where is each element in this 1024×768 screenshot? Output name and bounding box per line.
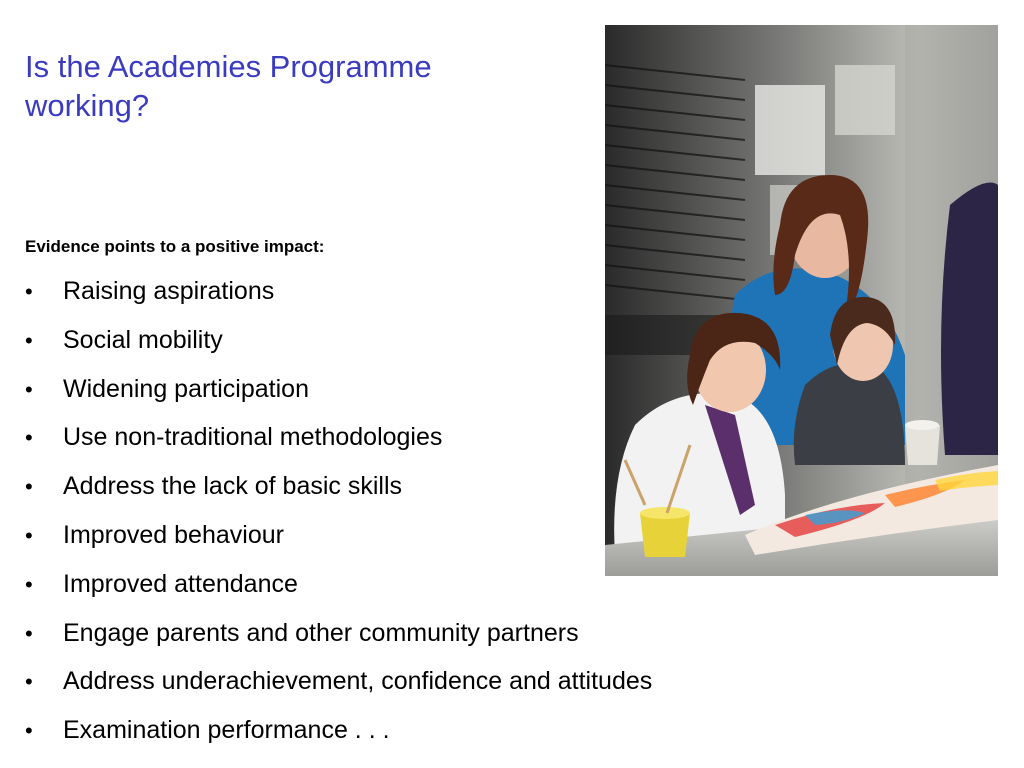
evidence-subheading: Evidence points to a positive impact: bbox=[25, 237, 325, 256]
list-item bbox=[25, 368, 652, 417]
bullet-icon: • bbox=[25, 279, 33, 304]
list-item bbox=[25, 270, 652, 319]
list-item bbox=[25, 660, 652, 709]
bullet-text: Engage parents and other community partners bbox=[63, 618, 579, 647]
bullet-text: Improved attendance bbox=[63, 569, 298, 598]
slide-title: Is the Academies Programme working? bbox=[25, 49, 432, 123]
bullet-text: Improved behaviour bbox=[63, 520, 284, 549]
bullet-text: Examination performance . . . bbox=[63, 716, 390, 745]
bullet-icon: • bbox=[25, 425, 33, 451]
bullet-icon: • bbox=[25, 327, 33, 353]
bullet-icon: • bbox=[25, 669, 33, 695]
list-item bbox=[25, 416, 652, 465]
bullet-text: Widening participation bbox=[63, 374, 309, 403]
list-item bbox=[25, 563, 652, 612]
bullet-text: Use non-traditional methodologies bbox=[63, 423, 443, 452]
bullet-text: Raising aspirations bbox=[63, 277, 275, 305]
list-item bbox=[25, 612, 652, 661]
bullet-text: Social mobility bbox=[63, 325, 223, 354]
bullet-text: Address the lack of basic skills bbox=[63, 472, 403, 501]
list-item bbox=[25, 319, 652, 368]
bullet-icon: • bbox=[25, 376, 33, 402]
bullet-icon: • bbox=[25, 522, 33, 548]
bullet-icon: • bbox=[25, 620, 33, 646]
list-item bbox=[25, 709, 652, 758]
bullet-text: Address underachievement, confidence and attitudes bbox=[63, 667, 653, 696]
bullet-icon: • bbox=[25, 718, 33, 744]
list-item bbox=[25, 465, 652, 514]
bullet-list bbox=[25, 270, 652, 758]
classroom-photo-illustration bbox=[605, 25, 998, 576]
bullet-icon: • bbox=[25, 474, 33, 500]
classroom-photo bbox=[605, 25, 998, 576]
bullet-icon: • bbox=[25, 571, 33, 597]
list-item bbox=[25, 514, 652, 563]
